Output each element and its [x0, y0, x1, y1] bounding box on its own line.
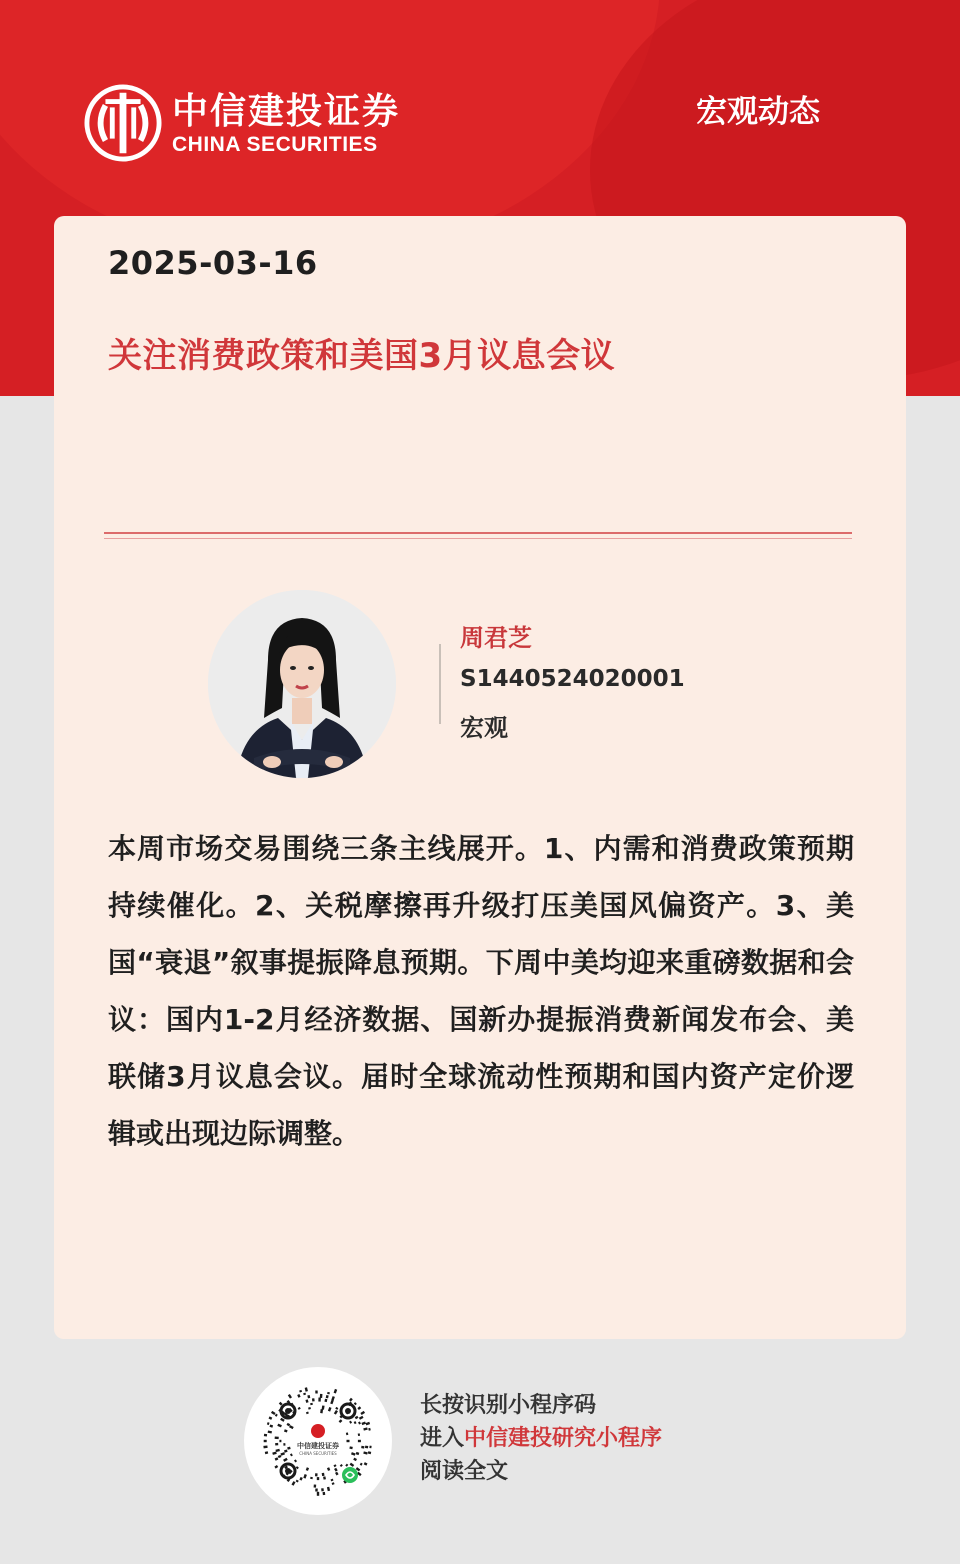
qr-module: [303, 1474, 307, 1479]
qr-module: [320, 1394, 323, 1398]
qr-module: [287, 1423, 291, 1427]
title-divider-thin: [104, 538, 852, 539]
author-portrait: [208, 590, 396, 778]
qr-module: [274, 1465, 278, 1469]
qr-module: [323, 1476, 326, 1479]
qr-module: [317, 1477, 319, 1480]
qr-module: [291, 1481, 295, 1486]
qr-logo-text: 中信建投证券: [297, 1442, 339, 1450]
brand-name-en: CHINA SECURITIES: [172, 133, 378, 156]
qr-module: [305, 1387, 308, 1391]
qr-module: [326, 1395, 329, 1398]
qr-finder-dot: [285, 1408, 291, 1414]
qr-module: [312, 1398, 315, 1401]
qr-module: [368, 1428, 370, 1431]
title-divider: [104, 532, 852, 534]
article-date: 2025-03-16: [108, 244, 318, 282]
qr-module: [275, 1457, 279, 1460]
qr-module: [333, 1464, 336, 1467]
qr-module: [354, 1421, 357, 1424]
qr-module: [317, 1492, 319, 1496]
qr-module: [327, 1392, 330, 1394]
qr-module: [361, 1446, 364, 1449]
qr-module: [355, 1416, 359, 1420]
article-title: 关注消费政策和美国3月议息会议: [108, 336, 616, 376]
prompt-line-3: 阅读全文: [420, 1458, 509, 1484]
qr-module: [353, 1458, 357, 1461]
prompt-line-2-prefix: 进入: [420, 1425, 465, 1451]
qr-module: [277, 1424, 282, 1428]
author-avatar: [208, 590, 396, 778]
qr-finder-dot: [345, 1408, 351, 1414]
qr-module: [323, 1492, 326, 1495]
qr-module: [310, 1477, 313, 1479]
qr-module: [350, 1463, 355, 1467]
qr-module: [331, 1396, 335, 1401]
qr-module: [347, 1440, 350, 1442]
qr-module: [268, 1430, 272, 1433]
qr-module: [365, 1446, 368, 1449]
qr-module: [358, 1422, 361, 1425]
author-cert-number: S1440524020001: [460, 666, 685, 692]
qr-module: [366, 1422, 371, 1426]
qr-logo-en: CHINA SECURITIES: [299, 1451, 337, 1456]
qr-module: [358, 1433, 360, 1436]
qr-module: [368, 1451, 371, 1454]
article-summary: 本周市场交易围绕三条主线展开。1、内需和消费政策预期持续催化。2、关税摩擦再升级打压美国风偏资产。3、美国“衰退”叙事提振降息预期。下周中美均迎来重磅数据和会议：国内1-2月经济数据、国新办提振消费新闻发布会、美联储3月议息会议。届时全球流动性预期和国内资产定价逻辑或出现边际调整。: [108, 832, 854, 1150]
qr-module: [331, 1479, 334, 1482]
mini-program-qr[interactable]: [244, 1367, 392, 1515]
qr-module: [360, 1411, 365, 1415]
qr-module: [332, 1482, 335, 1485]
author-divider: [439, 644, 441, 724]
qr-module: [275, 1449, 279, 1452]
qr-module: [361, 1421, 366, 1425]
qr-module: [299, 1390, 302, 1393]
author-name: 周君芝: [460, 624, 532, 652]
qr-module: [334, 1468, 338, 1472]
column-label: 宏观动态: [696, 94, 820, 130]
qr-module: [289, 1425, 294, 1429]
qr-module: [320, 1409, 323, 1413]
qr-module: [283, 1443, 285, 1446]
qr-module: [275, 1443, 278, 1446]
qr-module: [339, 1419, 343, 1423]
qr-module: [349, 1398, 353, 1402]
qr-module: [335, 1472, 339, 1476]
qr-module: [288, 1394, 292, 1399]
qr-module: [264, 1440, 267, 1442]
qr-module: [279, 1440, 281, 1442]
qr-module: [345, 1464, 348, 1467]
brand-name-cn: 中信建投证券: [172, 90, 401, 132]
qr-module: [283, 1458, 288, 1462]
brand-logo: [84, 84, 400, 162]
qr-module: [318, 1398, 321, 1402]
qr-module: [359, 1416, 364, 1420]
mini-program-badge-icon: [342, 1467, 358, 1483]
qr-module: [297, 1394, 300, 1398]
qr-finder-dot: [285, 1468, 291, 1474]
qr-module: [270, 1425, 274, 1428]
qr-module: [363, 1427, 367, 1430]
qr-module: [265, 1451, 268, 1454]
qr-module: [358, 1440, 361, 1442]
qr-module: [263, 1445, 267, 1448]
qr-module: [298, 1407, 301, 1410]
qr-module: [314, 1485, 317, 1488]
qr-module: [294, 1459, 297, 1462]
prompt-line-1: 长按识别小程序码: [420, 1392, 597, 1418]
qr-module: [269, 1416, 273, 1419]
qr-module: [356, 1452, 360, 1455]
prompt-line-2: [420, 1422, 662, 1455]
qr-code-icon: [262, 1385, 374, 1497]
qr-module: [357, 1406, 361, 1410]
qr-module: [349, 1421, 352, 1424]
qr-module: [334, 1389, 338, 1394]
qr-module: [296, 1480, 299, 1483]
qr-module: [310, 1403, 313, 1405]
qr-module: [369, 1446, 371, 1449]
qr-module: [275, 1436, 279, 1439]
qr-module: [351, 1452, 356, 1456]
qr-module: [296, 1466, 299, 1469]
qr-module: [328, 1407, 332, 1412]
qr-module: [346, 1432, 349, 1435]
qr-module: [280, 1452, 285, 1456]
qr-module: [321, 1488, 324, 1491]
qr-module: [284, 1450, 288, 1453]
author-department: 宏观: [460, 714, 508, 742]
qr-module: [349, 1446, 352, 1449]
qr-module: [284, 1429, 288, 1432]
qr-module: [303, 1393, 306, 1396]
qr-module: [327, 1487, 330, 1491]
qr-module: [299, 1477, 302, 1481]
qr-module: [354, 1402, 357, 1405]
qr-module: [335, 1407, 338, 1410]
qr-module: [340, 1464, 343, 1467]
qr-module: [267, 1422, 270, 1425]
qr-module: [287, 1447, 290, 1450]
qr-module: [272, 1452, 277, 1455]
qr-module: [306, 1467, 309, 1471]
qr-module: [308, 1407, 311, 1410]
qr-module: [290, 1453, 293, 1456]
qr-module: [322, 1473, 325, 1476]
mini-program-name[interactable]: 中信建投研究小程序: [464, 1425, 663, 1451]
mini-program-prompt: [420, 1389, 662, 1488]
qr-module: [315, 1473, 318, 1476]
qr-module: [271, 1411, 276, 1415]
article-card: [54, 216, 906, 1339]
qr-module: [315, 1488, 317, 1491]
qr-module: [360, 1463, 363, 1466]
qr-module: [315, 1390, 317, 1393]
qr-module: [278, 1455, 282, 1458]
qr-module: [364, 1462, 368, 1465]
qr-module: [306, 1412, 309, 1415]
citic-logo-icon: [84, 84, 162, 162]
qr-module: [363, 1451, 367, 1454]
qr-module: [307, 1395, 310, 1398]
qr-module: [327, 1467, 330, 1471]
qr-module: [305, 1399, 308, 1403]
qr-module: [275, 1414, 278, 1417]
qr-module: [264, 1434, 267, 1437]
qr-module: [322, 1405, 325, 1409]
qr-module: [324, 1399, 327, 1402]
qr-module: [334, 1410, 338, 1415]
